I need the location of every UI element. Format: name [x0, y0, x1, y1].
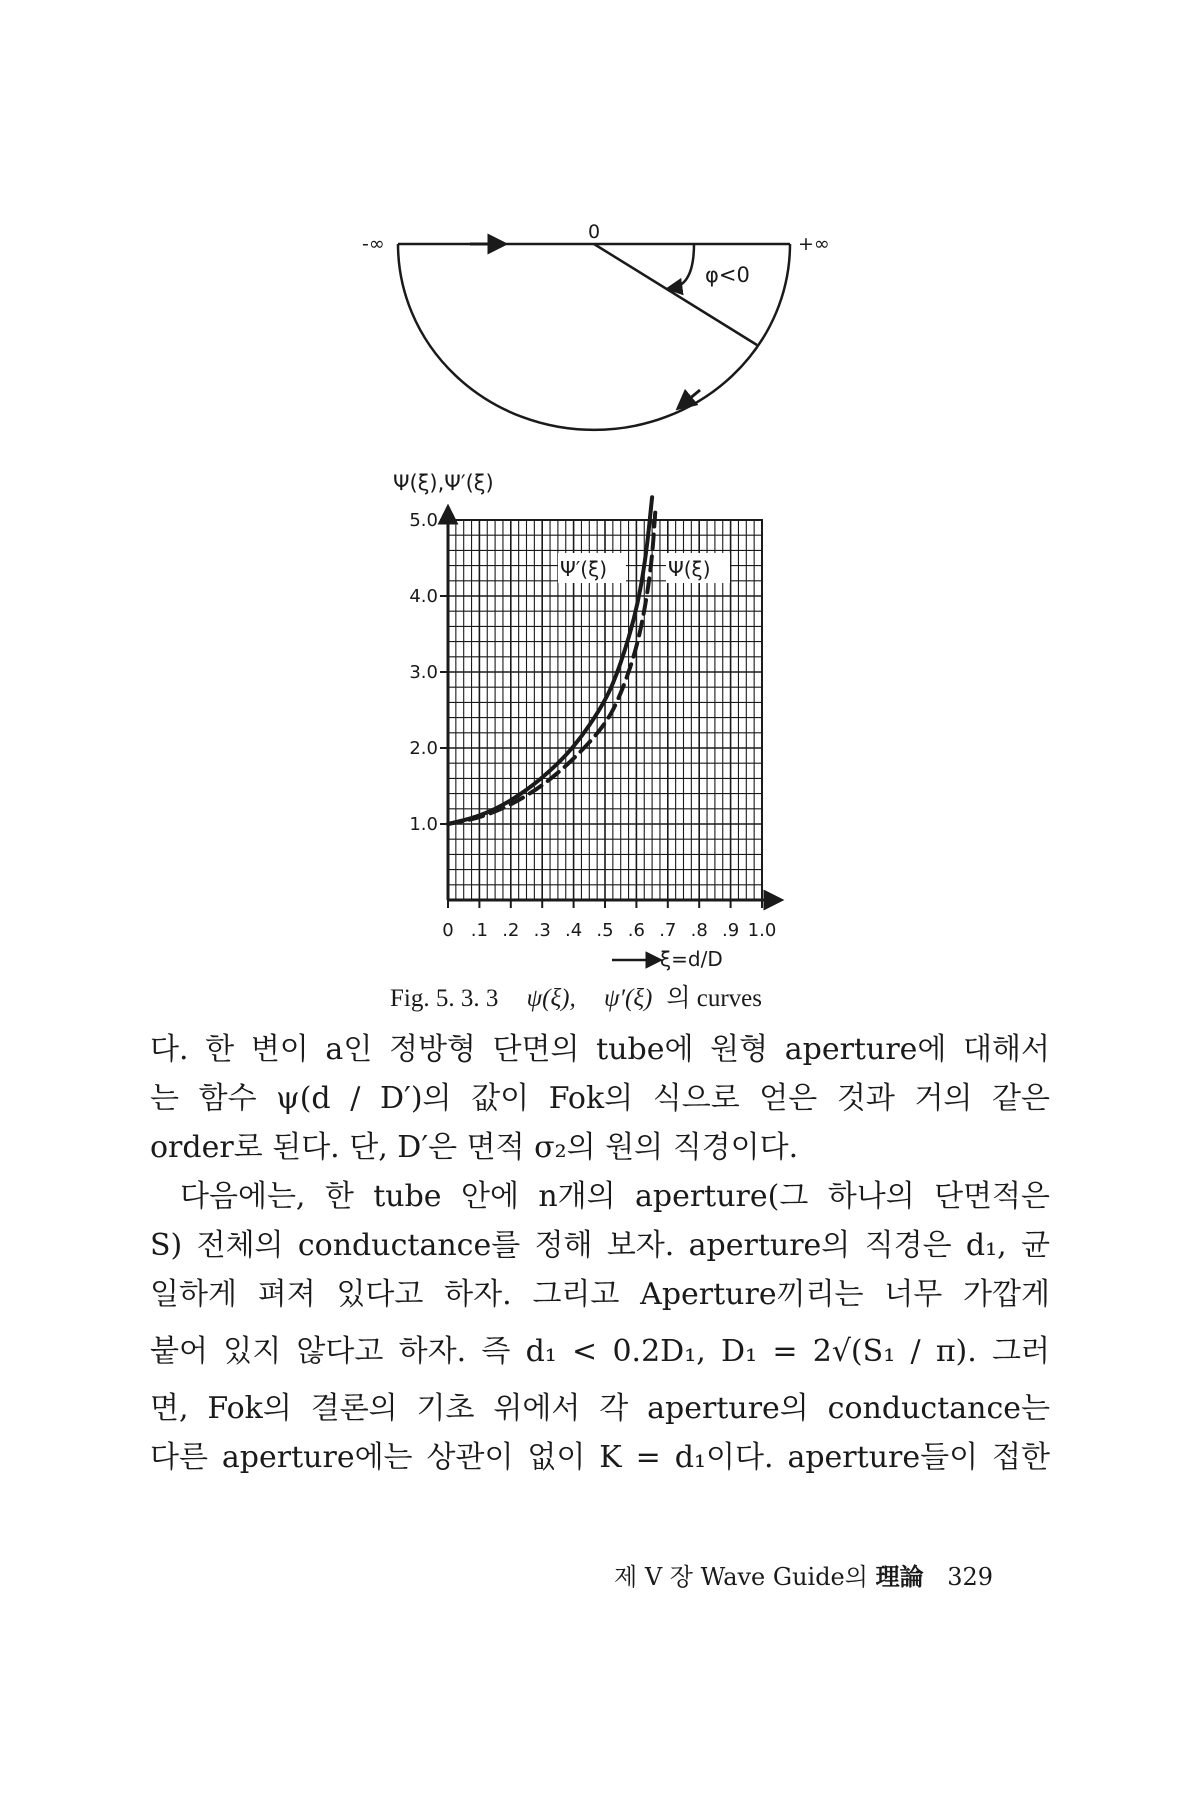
page-footer — [614, 1557, 993, 1592]
body-line: 다음에는, 한 tube 안에 n개의 aperture(그 하나의 단면적은 — [180, 1179, 1050, 1214]
legend-psi: Ψ(ξ) — [668, 557, 711, 581]
x-tick-label: .1 — [470, 920, 488, 941]
y-tick-label: 1.0 — [409, 814, 438, 835]
chart-x-axis-label-group — [612, 947, 723, 971]
body-line: 다른 aperture에는 상관이 없이 K = d₁이다. aperture들이 접한 — [150, 1440, 1050, 1475]
body-line: 붙어 있지 않다고 하자. 즉 d₁ < 0.2D₁, D₁ = 2√(S₁ / π). 그러 — [150, 1334, 1050, 1369]
caption-tail: 의 curves — [666, 985, 763, 1012]
chart-y-axis-label: Ψ(ξ),Ψ′(ξ) — [393, 471, 494, 495]
x-tick-label: 0 — [442, 920, 454, 941]
y-tick-label: 3.0 — [409, 662, 438, 683]
body-line: 일하게 펴져 있다고 하자. 그리고 Aperture끼리는 너무 가깝게 — [150, 1277, 1050, 1312]
caption-fig-number: Fig. 5. 3. 3 — [390, 985, 499, 1012]
x-tick-label: .2 — [502, 920, 520, 941]
contour-angle-arc — [672, 244, 694, 288]
x-tick-label: .7 — [659, 920, 677, 941]
contour-angle-label: φ<0 — [705, 263, 750, 287]
contour-origin-label: 0 — [588, 221, 601, 243]
page-number: 329 — [947, 1563, 994, 1591]
x-tick-label: 1.0 — [747, 920, 777, 941]
y-tick-label: 4.0 — [409, 586, 438, 607]
body-line: 다. 한 변이 a인 정방형 단면의 tube에 원형 aperture에 대해서 — [150, 1032, 1050, 1067]
figure-caption — [390, 978, 762, 1014]
legend-psi-prime: Ψ′(ξ) — [560, 557, 608, 581]
footer-hanja: 理論 — [875, 1562, 924, 1591]
y-tick-label: 5.0 — [409, 510, 438, 531]
body-line: 면, Fok의 결론의 기초 위에서 각 aperture의 conductance는 — [150, 1391, 1050, 1426]
footer-title: Wave Guide의 — [700, 1563, 868, 1591]
body-line: 는 함수 ψ(d / D′)의 값이 Fok의 식으로 얻은 것과 거의 같은 — [150, 1081, 1050, 1116]
x-tick-label: .5 — [596, 920, 614, 941]
y-tick-label: 2.0 — [409, 738, 438, 759]
body-line: S) 전체의 conductance를 정해 보자. aperture의 직경은 d₁, 균 — [150, 1228, 1050, 1263]
x-tick-label: .6 — [627, 920, 645, 941]
footer-chapter: 제 Ⅴ 장 — [614, 1563, 693, 1591]
x-tick-label: .3 — [533, 920, 551, 941]
caption-psi: ψ(ξ), — [526, 985, 576, 1012]
body-line: order로 된다. 단, D′은 면적 σ₂의 원의 직경이다. — [150, 1130, 799, 1165]
contour-radius — [594, 244, 757, 345]
x-tick-label: .8 — [690, 920, 708, 941]
chart-x-axis-label: ξ=d/D — [660, 947, 723, 971]
body-text — [150, 1025, 1050, 1482]
x-tick-label: .4 — [565, 920, 583, 941]
contour-plus-infinity: +∞ — [798, 233, 830, 255]
contour-minus-infinity: -∞ — [362, 233, 385, 255]
caption-psi-prime: ψ′(ξ) — [604, 985, 653, 1012]
x-tick-label: .9 — [722, 920, 740, 941]
